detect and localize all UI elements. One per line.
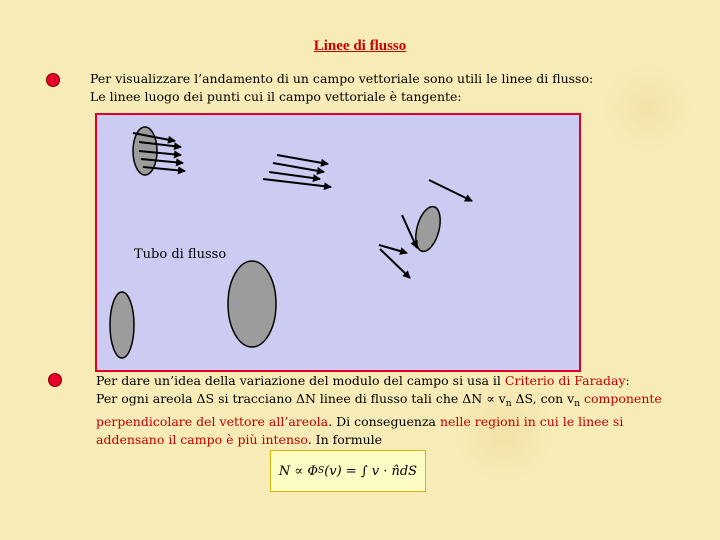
- intro-text: [90, 70, 690, 106]
- intro-line-2: Le linee luogo dei punti cui il campo vettoriale è tangente:: [90, 89, 462, 104]
- flux-arrow: [273, 163, 324, 172]
- formula-text: N ∝ Φ: [278, 463, 319, 479]
- text: ΔS: [196, 391, 215, 406]
- subscript: n: [505, 399, 512, 409]
- page-title: Linee di flusso: [313, 38, 407, 54]
- formula-subscript: S: [318, 466, 325, 476]
- flux-arrow: [277, 155, 328, 164]
- flux-arrow: [269, 172, 320, 179]
- text: . In formule: [307, 432, 383, 447]
- text: linee di flusso tali che: [315, 391, 463, 406]
- text: nelle regioni in cui le linee si: [439, 414, 624, 429]
- flux-arrow: [402, 215, 417, 248]
- text: ΔS: [511, 391, 533, 406]
- text: :: [625, 373, 630, 388]
- tube-end-small: [110, 292, 134, 358]
- flux-diagram: [95, 113, 581, 372]
- flux-lines-svg: [97, 115, 579, 370]
- formula-rest: (v) = ∫ v · n̂dS: [324, 463, 418, 479]
- text: ΔN: [462, 391, 483, 406]
- body-line-2: [96, 390, 708, 413]
- body-text: [96, 372, 708, 449]
- text: Per dare un’idea della variazione del modulo del campo si usa il: [96, 373, 505, 388]
- intro-line-1: Per visualizzare l’andamento di un campo vettoriale sono utili le linee di flusso:: [90, 71, 594, 86]
- body-line-4: [96, 431, 708, 449]
- flux-arrow: [263, 179, 331, 187]
- text: componente: [579, 391, 662, 406]
- text: . Di conseguenza: [328, 414, 440, 429]
- bullet-1: [46, 73, 60, 87]
- bullet-2: [48, 373, 62, 387]
- text: ∝ v: [482, 391, 506, 406]
- text: , con v: [532, 391, 575, 406]
- text: ΔN: [295, 391, 316, 406]
- tube-end-large: [228, 261, 276, 347]
- text: Per ogni areola: [96, 391, 197, 406]
- text: addensano il campo è più intenso: [96, 432, 308, 447]
- body-line-3: [96, 413, 708, 431]
- body-line-1: [96, 372, 708, 390]
- text: si tracciano: [214, 391, 296, 406]
- text: perpendicolare del vettore all’areola: [96, 414, 329, 429]
- formula-box: [270, 450, 426, 492]
- flux-arrow: [429, 180, 472, 201]
- tube-label: Tubo di flusso: [134, 247, 227, 262]
- faraday-criterion: Criterio di Faraday: [504, 373, 626, 388]
- subscript: n: [574, 399, 580, 409]
